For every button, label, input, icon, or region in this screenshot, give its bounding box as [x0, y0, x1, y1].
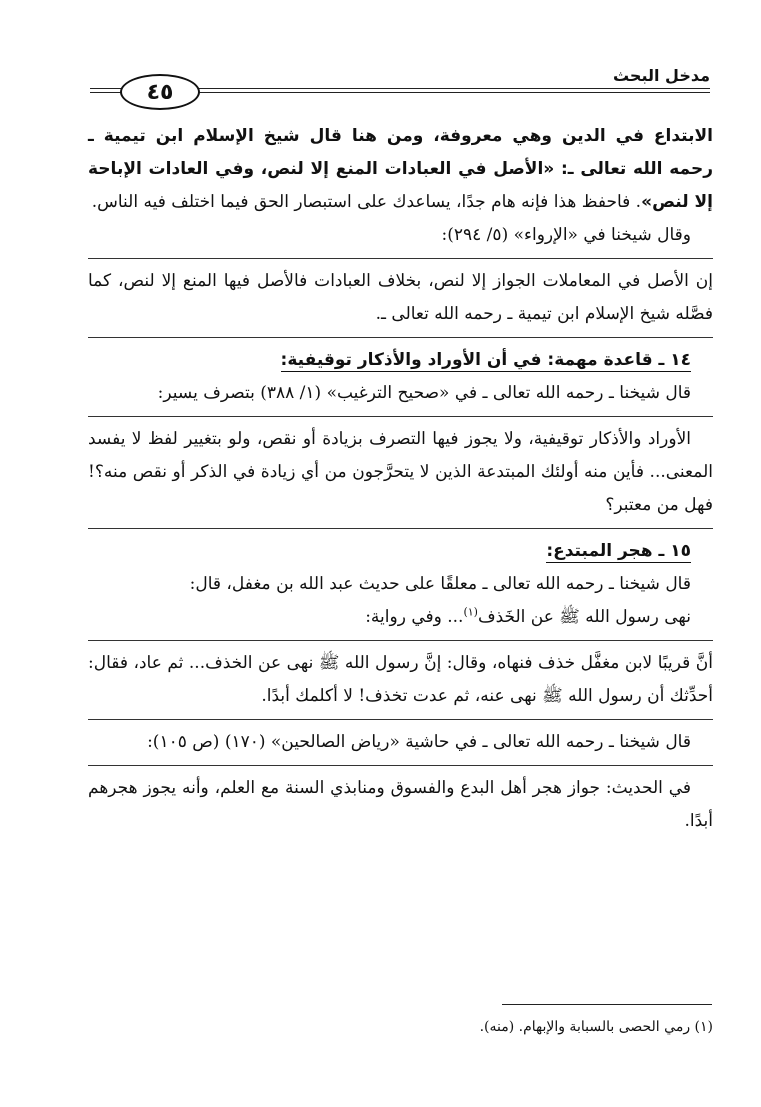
paragraph-1-bold: الابتداع في الدين وهي معروفة، ومن هنا قال شيخ الإسلام ابن تيمية ـ رحمه الله تعالى ـ: «الأصل في العبادات المنع إلا لنص، وفي العادات الإباحة إلا لنص»	[88, 126, 713, 212]
paragraph-4: قال شيخنا ـ رحمه الله تعالى ـ في «صحيح الترغيب» (١/ ٣٨٨) بتصرف يسير:	[157, 383, 691, 403]
section-heading-14	[88, 344, 713, 377]
separator-4	[88, 528, 713, 529]
separator-5	[88, 640, 713, 641]
paragraph-1	[88, 120, 713, 219]
footnote-marker: (١)	[463, 605, 478, 619]
page-body	[88, 120, 713, 838]
separator-2	[88, 337, 713, 338]
page-header	[90, 64, 710, 108]
separator-7	[88, 765, 713, 766]
paragraph-5: الأوراد والأذكار توقيفية، ولا يجوز فيها التصرف بزيادة أو نقص، ولو بتغيير لفظ لا يفسد المعنى... فأين منه أولئك المبتدعة الذين لا يتحرَّجون من أي زيادة في الذكر أو نقص منه؟! فهل من معتبر؟	[88, 429, 713, 515]
paragraph-7-a: نهى رسول الله ﷺ عن الخَذف	[477, 607, 691, 627]
paragraph-8: أنَّ قريبًا لابن مغفَّل خذف فنهاه، وقال: إنَّ رسول الله ﷺ نهى عن الخذف... ثم عاد، فقال: أحدِّثك أن رسول الله ﷺ نهى عنه، ثم عدت تخذف! لا أكلمك أبدًا.	[88, 653, 713, 706]
separator-1	[88, 258, 713, 259]
paragraph-1-rest: . فاحفظ هذا فإنه هام جدًا، يساعدك على استبصار الحق فيما اختلف فيه الناس.	[91, 192, 642, 212]
section-heading-15-text: ١٥ ـ هجر المبتدع:	[546, 541, 691, 561]
paragraph-2: وقال شيخنا في «الإرواء» (٥/ ٢٩٤):	[441, 225, 691, 245]
paragraph-6: قال شيخنا ـ رحمه الله تعالى ـ معلقًا على حديث عبد الله بن مغفل، قال:	[189, 574, 691, 594]
paragraph-7-b: ... وفي رواية:	[365, 607, 464, 627]
separator-6	[88, 719, 713, 720]
paragraph-3: إن الأصل في المعاملات الجواز إلا لنص، بخلاف العبادات فالأصل فيها المنع إلا لنص، كما فصَّله شيخ الإسلام ابن تيمية ـ رحمه الله تعالى ـ.	[88, 271, 713, 324]
paragraph-10: في الحديث: جواز هجر أهل البدع والفسوق ومنابذي السنة مع العلم، وأنه يجوز هجرهم أبدًا.	[88, 778, 713, 831]
page-number: ٤٥	[120, 74, 200, 110]
footnote-rule	[502, 1004, 712, 1005]
paragraph-9: قال شيخنا ـ رحمه الله تعالى ـ في حاشية «رياض الصالحين» (١٧٠) (ص ١٠٥):	[147, 732, 691, 752]
section-heading-14-text: ١٤ ـ قاعدة مهمة: في أن الأوراد والأذكار توقيفية:	[280, 350, 691, 370]
paragraph-7	[88, 601, 713, 634]
section-heading-15	[88, 535, 713, 568]
footnote: (١) رمي الحصى بالسبابة والإبهام. (منه).	[479, 1019, 713, 1035]
running-title: مدخل البحث	[612, 66, 710, 85]
separator-3	[88, 416, 713, 417]
